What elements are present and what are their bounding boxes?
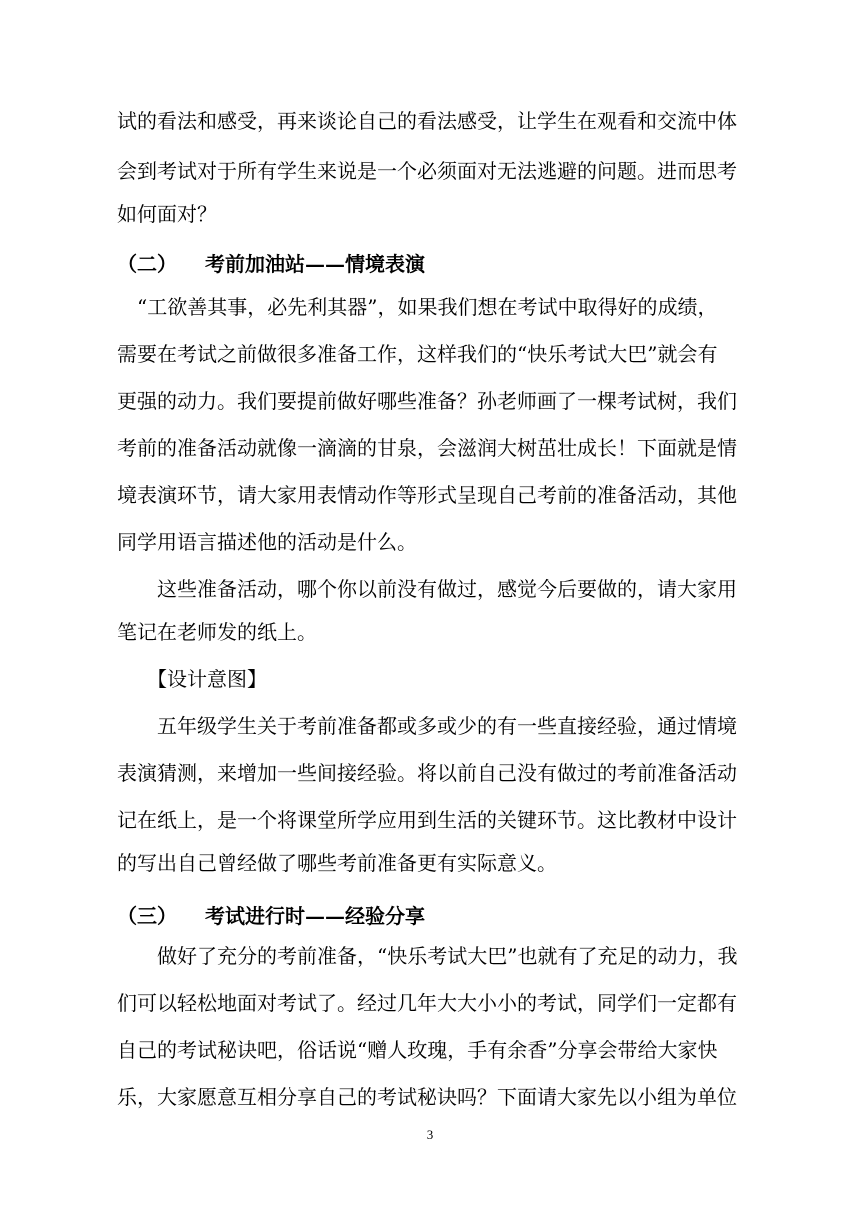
paragraph-line: 的写出自己曾经做了哪些考前准备更有实际意义。 <box>117 851 557 875</box>
section-title: 考试进行时——经验分享 <box>205 904 425 928</box>
paragraph-line: 试的看法和感受，再来谈论自己的看法感受，让学生在观看和交流中体 <box>117 109 737 133</box>
design-intent-label: 【设计意图】 <box>117 667 267 691</box>
paragraph-line: 做好了充分的考前准备，“快乐考试大巴”也就有了充足的动力，我 <box>117 944 738 968</box>
paragraph-line: 乐，大家愿意互相分享自己的考试秘诀吗？下面请大家先以小组为单位 <box>117 1085 737 1109</box>
paragraph-line: 表演猜测，来增加一些间接经验。将以前自己没有做过的考前准备活动 <box>117 761 737 785</box>
paragraph-line: 如何面对？ <box>117 202 217 226</box>
paragraph-line: 境表演环节，请大家用表情动作等形式呈现自己考前的准备活动，其他 <box>117 483 737 507</box>
section-number: （三） <box>117 904 177 928</box>
paragraph-line: 会到考试对于所有学生来说是一个必须面对无法逃避的问题。进而思考 <box>117 159 737 183</box>
paragraph-line: “工欲善其事，必先利其器”，如果我们想在考试中取得好的成绩， <box>117 295 718 319</box>
paragraph-line: 考前的准备活动就像一滴滴的甘泉，会滋润大树茁壮成长！下面就是情 <box>117 436 737 460</box>
paragraph-line: 需要在考试之前做很多准备工作，这样我们的“快乐考试大巴”就会有 <box>117 342 718 366</box>
section-heading-3 <box>117 902 757 930</box>
paragraph-line: 更强的动力。我们要提前做好哪些准备？孙老师画了一棵考试树，我们 <box>117 389 737 413</box>
paragraph-line: 自己的考试秘诀吧，俗话说“赠人玫瑰，手有余香”分享会带给大家快 <box>117 1038 718 1062</box>
paragraph-line: 记在纸上，是一个将课堂所学应用到生活的关键环节。这比教材中设计 <box>117 808 737 832</box>
paragraph-line: 同学用语言描述他的活动是什么。 <box>117 530 417 554</box>
paragraph-line: 们可以轻松地面对考试了。经过几年大大小小的考试，同学们一定都有 <box>117 991 737 1015</box>
section-heading-2 <box>117 250 757 278</box>
page-number: 3 <box>426 1127 434 1142</box>
paragraph-line: 这些准备活动，哪个你以前没有做过，感觉今后要做的，请大家用 <box>117 577 737 601</box>
paragraph-line: 笔记在老师发的纸上。 <box>117 620 317 644</box>
paragraph-line: 五年级学生关于考前准备都或多或少的有一些直接经验，通过情境 <box>117 714 737 738</box>
section-title: 考前加油站——情境表演 <box>205 252 425 276</box>
section-number: （二） <box>117 252 177 276</box>
